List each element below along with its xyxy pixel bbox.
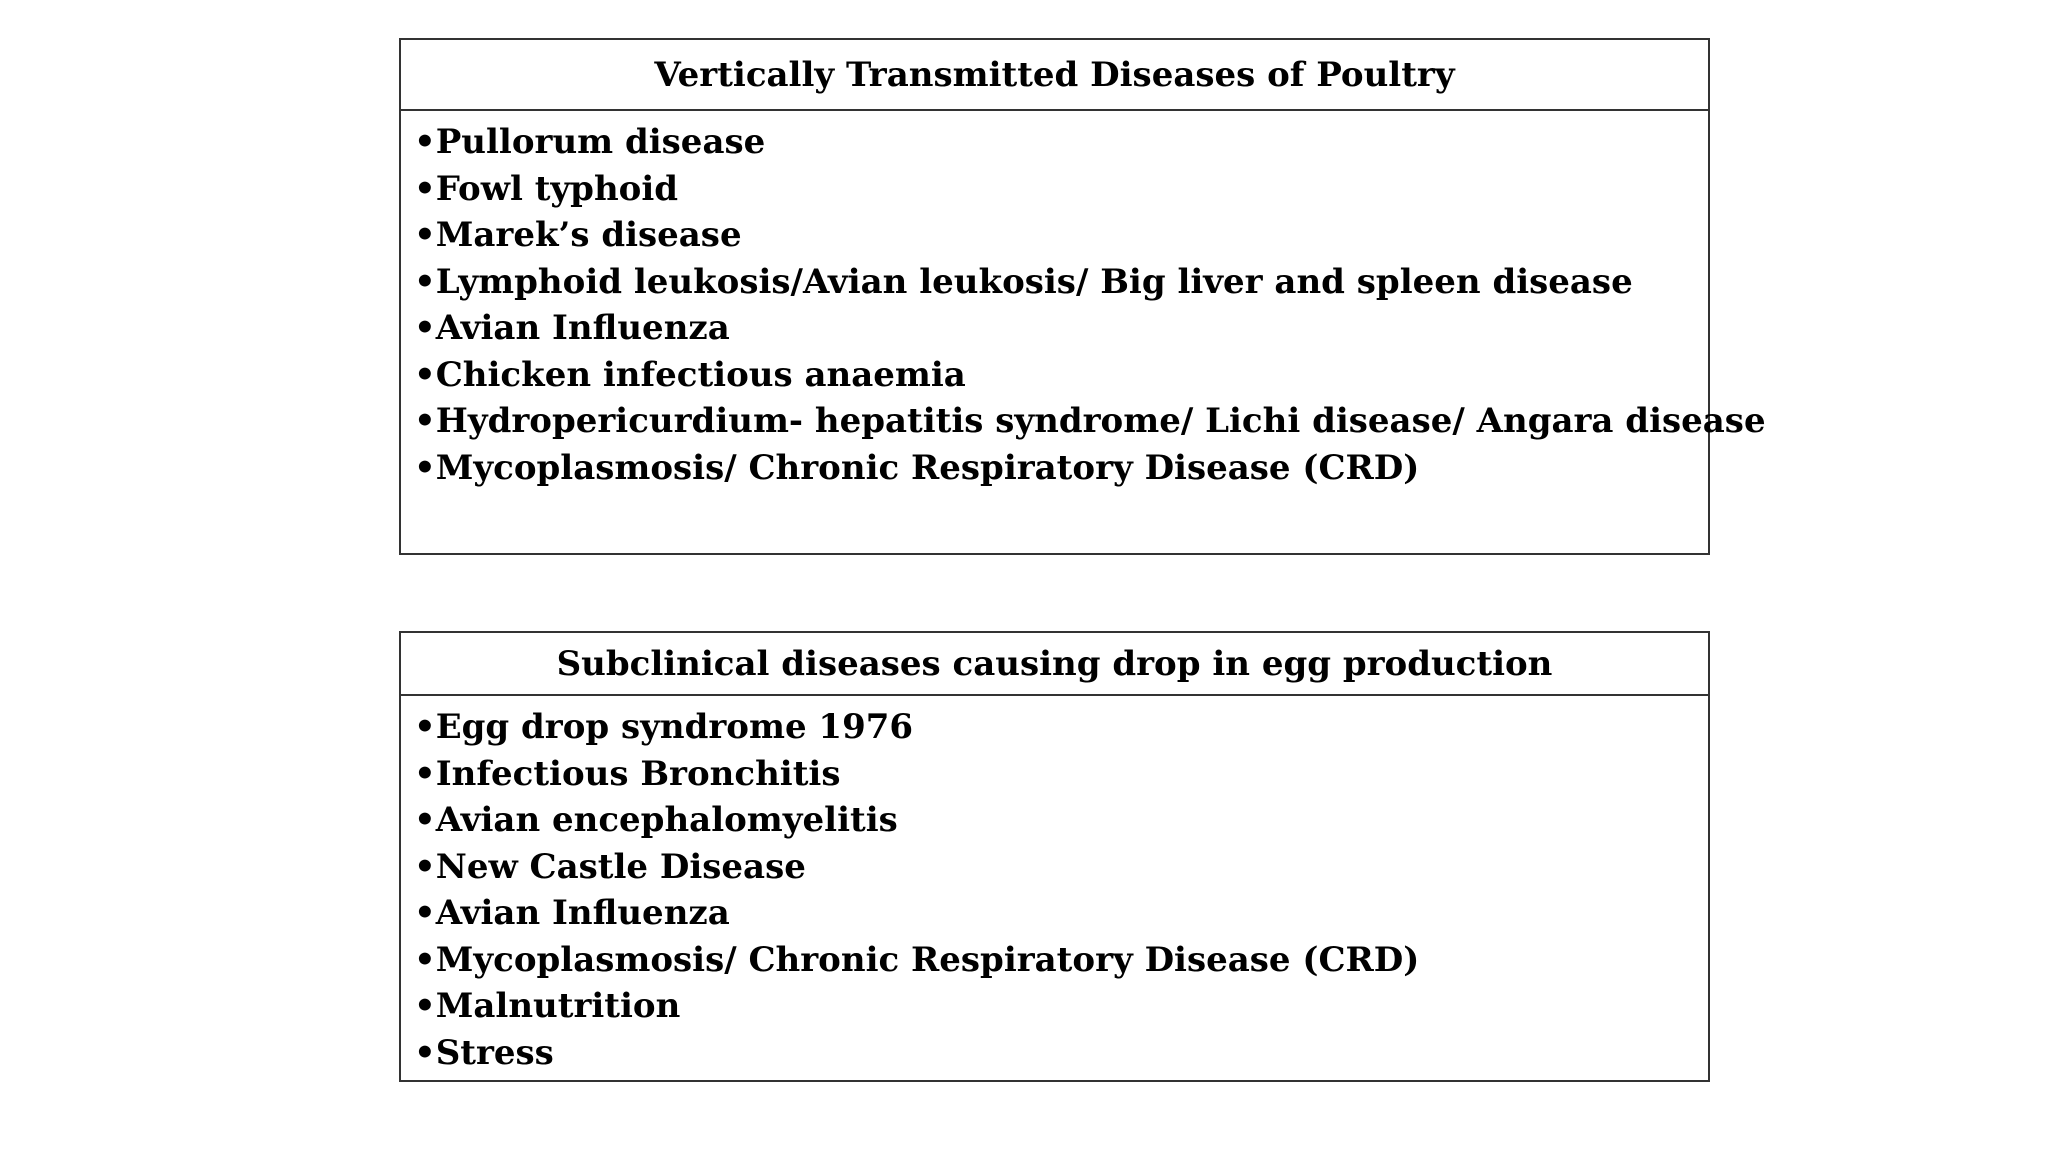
- list-item: • Hydropericurdium- hepatitis syndrome/ Lichi disease/ Angara disease: [414, 398, 1708, 445]
- list-item: • New Castle Disease: [414, 844, 1708, 891]
- list-item: • Pullorum disease: [414, 119, 1708, 166]
- list-item: • Mycoplasmosis/ Chronic Respiratory Disease (CRD): [414, 445, 1708, 492]
- list-item: • Marek’s disease: [414, 212, 1708, 259]
- list-item: • Malnutrition: [414, 983, 1708, 1030]
- list-item: • Avian Influenza: [414, 305, 1708, 352]
- list-item: • Stress: [414, 1030, 1708, 1077]
- list-item: • Chicken infectious anaemia: [414, 352, 1708, 399]
- vertical-diseases-table: [399, 38, 1766, 555]
- subclinical-diseases-title: Subclinical diseases causing drop in egg production: [401, 633, 1708, 696]
- vertical-diseases-title: Vertically Transmitted Diseases of Poultry: [401, 40, 1708, 111]
- vertical-diseases-list: [401, 111, 1766, 491]
- subclinical-diseases-table: [399, 631, 1710, 1082]
- list-item: • Avian Influenza: [414, 890, 1708, 937]
- list-item: • Mycoplasmosis/ Chronic Respiratory Disease (CRD): [414, 937, 1708, 984]
- list-item: • Fowl typhoid: [414, 166, 1708, 213]
- list-item: • Lymphoid leukosis/Avian leukosis/ Big liver and spleen disease: [414, 259, 1708, 306]
- list-item: • Egg drop syndrome 1976: [414, 704, 1708, 751]
- list-item: • Avian encephalomyelitis: [414, 797, 1708, 844]
- subclinical-diseases-list: [401, 696, 1708, 1076]
- list-item: • Infectious Bronchitis: [414, 751, 1708, 798]
